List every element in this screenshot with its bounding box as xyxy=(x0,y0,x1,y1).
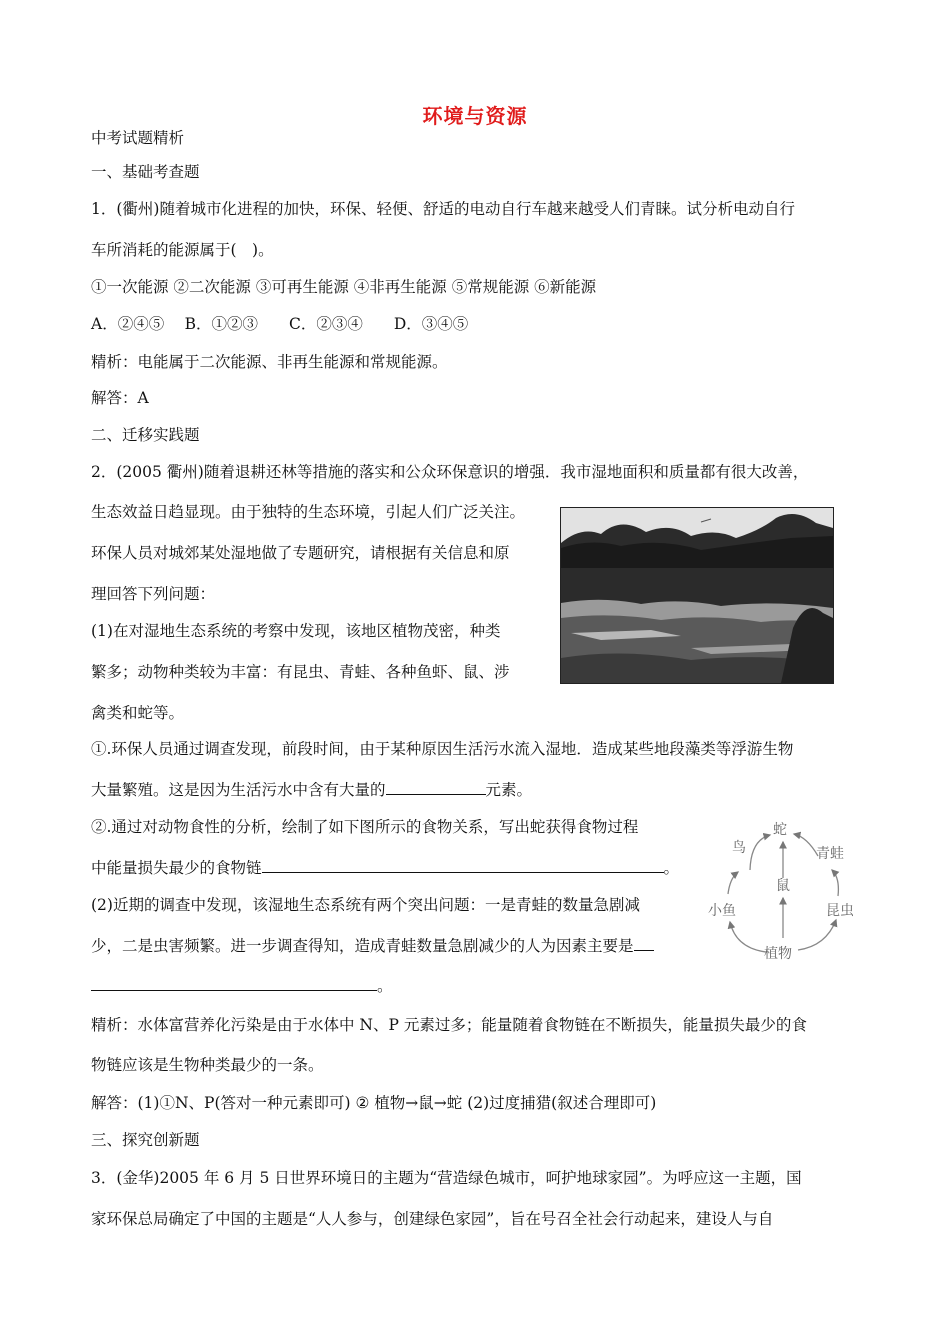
arrow-frog-to-snake xyxy=(794,834,818,856)
question-2-line-3: 环保人员对城郊某处湿地做了专题研究，请根据有关信息和原 xyxy=(91,544,510,562)
question-2-line-2: 生态效益日趋显现。由于独特的生态环境，引起人们广泛关注。 xyxy=(91,503,526,521)
node-plant: 植物 xyxy=(764,946,792,962)
question-2-part-2-line-3 xyxy=(91,976,393,996)
answer-blank-human-factor-start[interactable] xyxy=(634,936,654,951)
question-1-answer: 解答：A xyxy=(91,389,149,407)
section-heading-explore: 三、探究创新题 xyxy=(91,1131,200,1149)
question-2-part-2-line-2 xyxy=(91,936,654,956)
question-2-sub-1-line-2 xyxy=(91,780,532,800)
sub-1-text: 大量繁殖。这是因为生活污水中含有大量的 xyxy=(91,781,386,799)
wetland-photo-graphic xyxy=(561,508,833,683)
question-3-line-2: 家环保总局确定了中国的主题是“人人参与，创建绿色家园”，旨在号召全社会行动起来，建设人与自 xyxy=(91,1210,774,1228)
question-2-sub-1-line-1: ①.环保人员通过调查发现，前段时间，由于某种原因生活污水流入湿地．造成某些地段藻类等浮游生物 xyxy=(91,740,794,758)
arrow-plant-to-fish xyxy=(730,922,766,952)
node-mouse: 鼠 xyxy=(776,878,790,894)
answer-blank-human-factor[interactable] xyxy=(91,976,377,991)
question-2-part-1-line-1: (1)在对湿地生态系统的考察中发现，该地区植物茂密，种类 xyxy=(91,622,501,640)
answer-blank-elements[interactable] xyxy=(386,780,486,795)
arrow-plant-to-insect xyxy=(798,920,836,950)
document-title: 环境与资源 xyxy=(422,104,528,128)
question-2-line-1: 2．(2005 衢州)随着退耕还林等措施的落实和公众环保意识的增强．我市湿地面积和质量都有很大改善， xyxy=(91,463,809,481)
question-2-analysis-line-1: 精析：水体富营养化污染是由于水体中 N、P 元素过多；能量随着食物链在不断损失，能量损失最少的食 xyxy=(91,1016,807,1034)
sub-1-text-end: 元素。 xyxy=(485,781,533,799)
answer-blank-food-chain[interactable] xyxy=(262,858,664,873)
question-2-part-1-line-3: 禽类和蛇等。 xyxy=(91,704,185,722)
node-fish: 小鱼 xyxy=(708,903,736,919)
question-2-part-2-line-1: (2)近期的调查中发现，该湿地生态系统有两个突出问题：一是青蛙的数量急剧减 xyxy=(91,896,640,914)
question-1-analysis: 精析：电能属于二次能源、非再生能源和常规能源。 xyxy=(91,353,448,371)
question-1-line-2: 车所消耗的能源属于( )。 xyxy=(91,241,274,259)
question-1-choices: A．②④⑤ B．①②③ C．②③④ D．③④⑤ xyxy=(91,315,469,333)
node-frog: 青蛙 xyxy=(816,846,844,862)
question-2-part-1-line-2: 繁多；动物种类较为丰富：有昆虫、青蛙、各种鱼虾、鼠、涉 xyxy=(91,663,510,681)
food-web-diagram xyxy=(706,818,864,964)
wetland-photo xyxy=(560,507,834,684)
part-2-text-end: 。 xyxy=(377,977,393,995)
question-2-line-4: 理回答下列问题： xyxy=(91,585,216,603)
question-2-analysis-line-2: 物链应该是生物种类最少的一条。 xyxy=(91,1056,324,1074)
sub-2-text: 中能量损失最少的食物链 xyxy=(91,859,262,877)
arrow-bird-to-snake xyxy=(750,835,770,870)
node-snake: 蛇 xyxy=(773,822,787,838)
question-1-items: ①一次能源 ②二次能源 ③可再生能源 ④非再生能源 ⑤常规能源 ⑥新能源 xyxy=(91,278,597,296)
question-2-answer: 解答：(1)①N、P(答对一种元素即可) ② 植物→鼠→蛇 (2)过度捕猎(叙述合理即可) xyxy=(91,1094,657,1112)
sub-2-text-end: 。 xyxy=(663,859,680,877)
section-heading-basic: 一、基础考查题 xyxy=(91,163,200,181)
question-1-line-1: 1．(衢州)随着城市化进程的加快，环保、轻便、舒适的电动自行车越来越受人们青睐。试分析电动自行 xyxy=(91,200,795,218)
node-bird: 鸟 xyxy=(732,840,746,856)
part-2-text: 少，二是虫害频繁。进一步调查得知，造成青蛙数量急剧减少的人为因素主要是 xyxy=(91,937,634,955)
section-heading-transfer: 二、迁移实践题 xyxy=(91,426,200,444)
section-label: 中考试题精析 xyxy=(91,129,185,147)
question-3-line-1: 3．(金华)2005 年 6 月 5 日世界环境日的主题为“营造绿色城市，呵护地球家园”。为呼应这一主题，国 xyxy=(91,1169,802,1187)
arrow-insect-to-frog xyxy=(832,870,838,896)
arrow-fish-to-bird xyxy=(728,872,738,894)
question-2-sub-2-line-2 xyxy=(91,858,679,878)
question-2-sub-2-line-1: ②.通过对动物食性的分析，绘制了如下图所示的食物关系，写出蛇获得食物过程 xyxy=(91,818,639,836)
node-insect: 昆虫 xyxy=(826,903,854,919)
